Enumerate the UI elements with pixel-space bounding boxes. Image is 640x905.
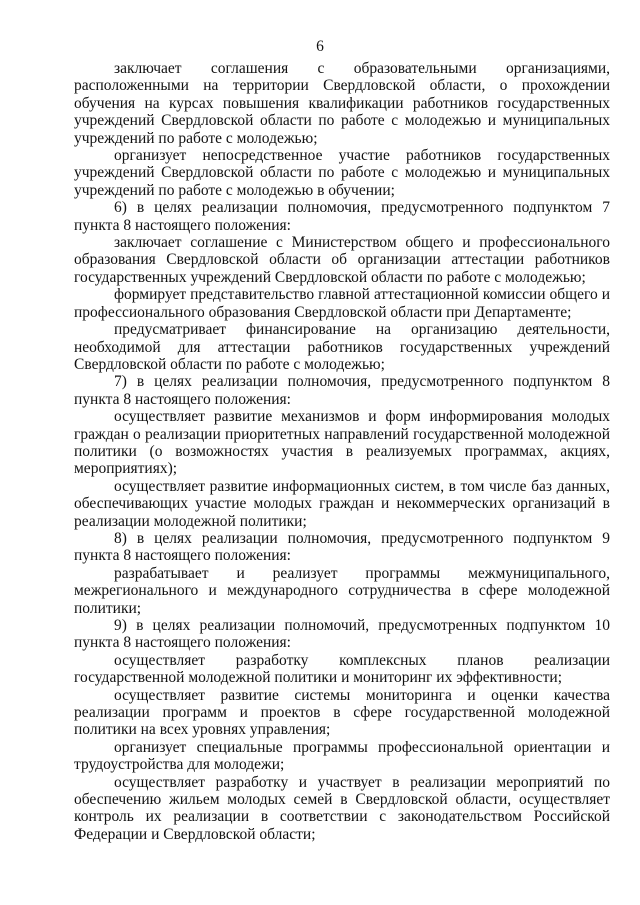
paragraph: осуществляет развитие системы мониторинга и оценки качества реализации программ и проектов в сфере государственной молодежной политики на всех уровнях управления; (74, 686, 610, 739)
paragraph: предусматривает финансирование на организацию деятельности, необходимой для аттестации работников государственных учреждений Свердловской области по работе с молодежью; (74, 321, 610, 373)
paragraph: 9) в целях реализации полномочий, предусмотренных подпунктом 10 пункта 8 настоящего положения: (74, 617, 610, 652)
paragraph: осуществляет развитие механизмов и форм информирования молодых граждан о реализации приоритетных направлений государственной молодежной политики (о возможностях участия в реализуемых программах, акциях, мероприятиях); (74, 408, 610, 478)
paragraph: организует специальные программы профессиональной ориентации и трудоустройства для молодежи; (74, 738, 610, 774)
paragraph: осуществляет разработку и участвует в реализации мероприятий по обеспечению жильем молодых семей в Свердловской области, осуществляет контроль их реализации в соответствии с законодательством Российской Федерации и Свердловской области; (74, 773, 610, 843)
document-body (74, 60, 610, 843)
paragraph: организует непосредственное участие работников государственных учреждений Свердловской области по работе с молодежью и муниципальных учреждений по работе с молодежью в обучении; (74, 147, 610, 199)
paragraph: осуществляет разработку комплексных планов реализации государственной молодежной политики и мониторинг их эффективности; (74, 651, 610, 687)
paragraph: 8) в целях реализации полномочия, предусмотренного подпунктом 9 пункта 8 настоящего положения: (74, 529, 610, 565)
page-number: 6 (316, 38, 324, 55)
paragraph: формирует представительство главной аттестационной комиссии общего и профессионального образования Свердловской области при Департаменте; (74, 286, 610, 321)
paragraph: заключает соглашение с Министерством общего и профессионального образования Свердловской области об организации аттестации работников государственных учреждений Свердловской области по работе с молодежью; (74, 234, 610, 286)
paragraph: 6) в целях реализации полномочия, предусмотренного подпунктом 7 пункта 8 настоящего положения: (74, 199, 610, 234)
paragraph: заключает соглашения с образовательными организациями, расположенными на территории Свердловской области, о прохождении обучения на курсах повышения квалификации работников государственных учреждений Свердловской области по работе с молодежью и муниципальных учреждений по работе с молодежью; (74, 60, 610, 147)
paragraph: разрабатывает и реализует программы межмуниципального, межрегионального и международного сотрудничества в сфере молодежной политики; (74, 564, 610, 617)
paragraph: осуществляет развитие информационных систем, в том числе баз данных, обеспечивающих участие молодых граждан и некоммерческих организаций в реализации молодежной политики; (74, 477, 610, 530)
paragraph: 7) в целях реализации полномочия, предусмотренного подпунктом 8 пункта 8 настоящего положения: (74, 373, 610, 408)
